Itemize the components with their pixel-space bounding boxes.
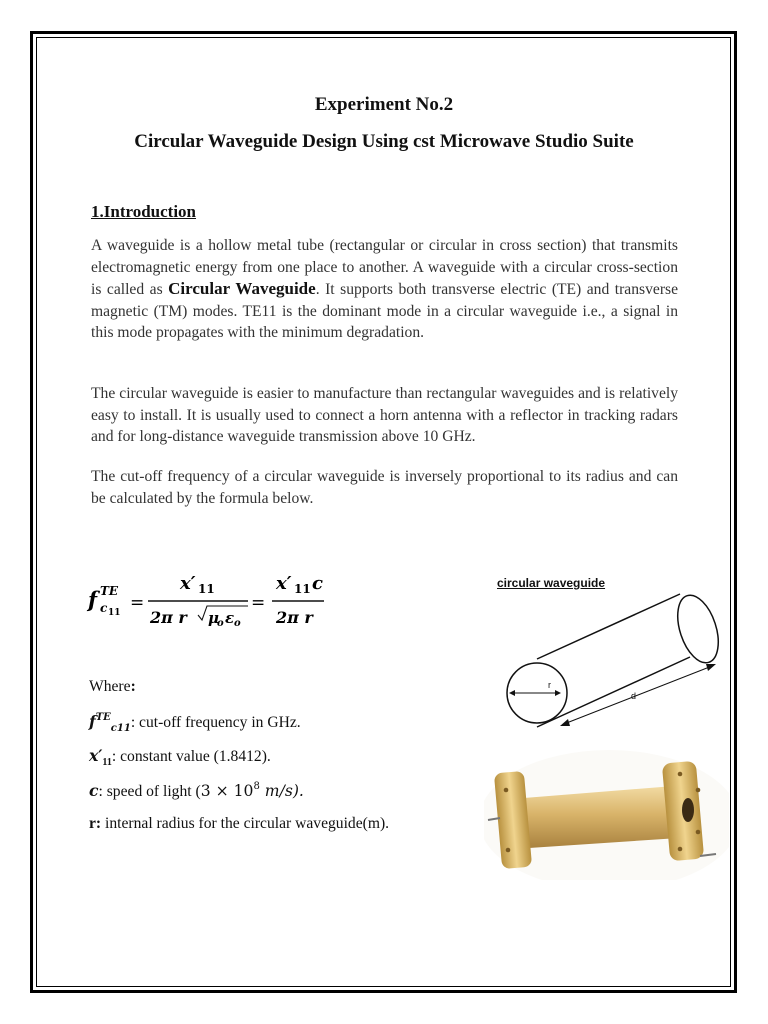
definition-r	[89, 815, 389, 833]
where-colon: :	[130, 678, 136, 695]
cylinder-far-end	[670, 592, 726, 668]
formula-lhs-sub-index: 11	[108, 608, 121, 618]
definition-fc	[89, 712, 301, 734]
definition-r-text: internal radius for the circular waveguide(m).	[101, 815, 390, 832]
photo-port-opening	[682, 798, 694, 822]
definition-c-symbol: c	[89, 781, 99, 800]
photo-bolt	[696, 830, 701, 835]
formula-numerator-2-index: 11	[294, 582, 311, 596]
definition-fc-text: : cut-off frequency in GHz.	[130, 714, 301, 731]
intro-paragraph-1-part1: A waveguide is a hollow metal tube (rectangular or circular in cross section) that transmits electromagnetic energy from one place to another. A waveguide with a circular cross-section is called as	[91, 237, 678, 298]
formula-denominator-2: 2π r	[276, 608, 313, 627]
length-arrow	[564, 666, 712, 724]
formula-radicand-eps-sub: o	[234, 618, 241, 629]
cylinder-top-edge	[537, 594, 680, 659]
definition-x11-text: : constant value (1.8412).	[111, 748, 271, 765]
definition-fc-symbol: f	[89, 712, 96, 731]
definition-x11	[89, 746, 271, 768]
intro-paragraph-2: The circular waveguide is easier to manufacture than rectangular waveguides and is relatively easy to install. It is usually used to connect a horn antenna with a reflector in tracking radars and for long-distance waveguide transmission above 10 GHz.	[91, 385, 678, 445]
formula-lhs-sup: TE	[100, 584, 119, 598]
length-label: d	[631, 691, 637, 701]
definition-x11-symbol: x′	[89, 746, 103, 765]
experiment-number: Experiment No.2	[314, 94, 454, 115]
photo-bolt	[504, 788, 509, 793]
intro-paragraph-1	[91, 235, 678, 344]
formula-equals-2: =	[251, 593, 266, 613]
definition-x11-sub: 11	[102, 757, 112, 768]
formula-numerator-1-index: 11	[198, 582, 215, 596]
formula-numerator-2: x′	[276, 573, 292, 594]
length-arrowhead-right	[706, 664, 716, 671]
formula-numerator-2-suffix: c	[312, 573, 323, 594]
intro-paragraph-1-emphasis: Circular Waveguide	[168, 279, 316, 298]
circular-waveguide-diagram	[500, 592, 730, 737]
where-text: Where	[89, 678, 131, 695]
photo-bolt	[506, 848, 511, 853]
definition-r-symbol: r:	[89, 815, 102, 832]
document-title: Circular Waveguide Design Using cst Microwave Studio Suite	[134, 131, 634, 152]
waveguide-photo	[484, 750, 729, 880]
definition-c-math-unit: m/s).	[259, 782, 304, 800]
where-label	[89, 678, 136, 696]
cutoff-frequency-formula	[86, 568, 346, 638]
formula-numerator-1: x′	[180, 573, 196, 594]
formula-radicand-mu: μ	[208, 609, 219, 627]
formula-radicand-mu-sub: o	[217, 618, 224, 629]
radius-label: r	[548, 680, 551, 690]
intro-paragraph-3: The cut-off frequency of a circular waveguide is inversely proportional to its radius and can be calculated by the formula below.	[91, 468, 678, 507]
photo-bolt	[678, 772, 683, 777]
definition-c	[89, 781, 304, 801]
formula-radicand-eps: ε	[225, 609, 235, 627]
formula-denominator-1-prefix: 2π r	[150, 608, 187, 627]
definition-c-math-sup: 8	[253, 781, 260, 792]
photo-bolt	[678, 847, 683, 852]
photo-bolt	[696, 788, 701, 793]
figure-caption: circular waveguide	[497, 576, 606, 590]
definition-fc-sub: c11	[110, 723, 131, 734]
definition-c-math: 3 × 10	[200, 782, 254, 800]
formula-equals-1: =	[130, 593, 145, 613]
length-arrowhead-left	[560, 719, 570, 726]
definition-fc-sup: TE	[95, 712, 111, 723]
formula-lhs-f: f	[88, 587, 98, 612]
intro-paragraph-1-part2: . It supports both transverse electric (TE) and transverse magnetic (TM) modes. TE11 is the dominant mode in a circular waveguide i.e., a signal in this mode propagates with the minimum degradation.	[91, 281, 678, 341]
section-heading-introduction: 1.Introduction	[91, 202, 197, 221]
definition-c-text: : speed of light (	[98, 783, 201, 800]
formula-lhs-sub: c	[100, 601, 108, 615]
